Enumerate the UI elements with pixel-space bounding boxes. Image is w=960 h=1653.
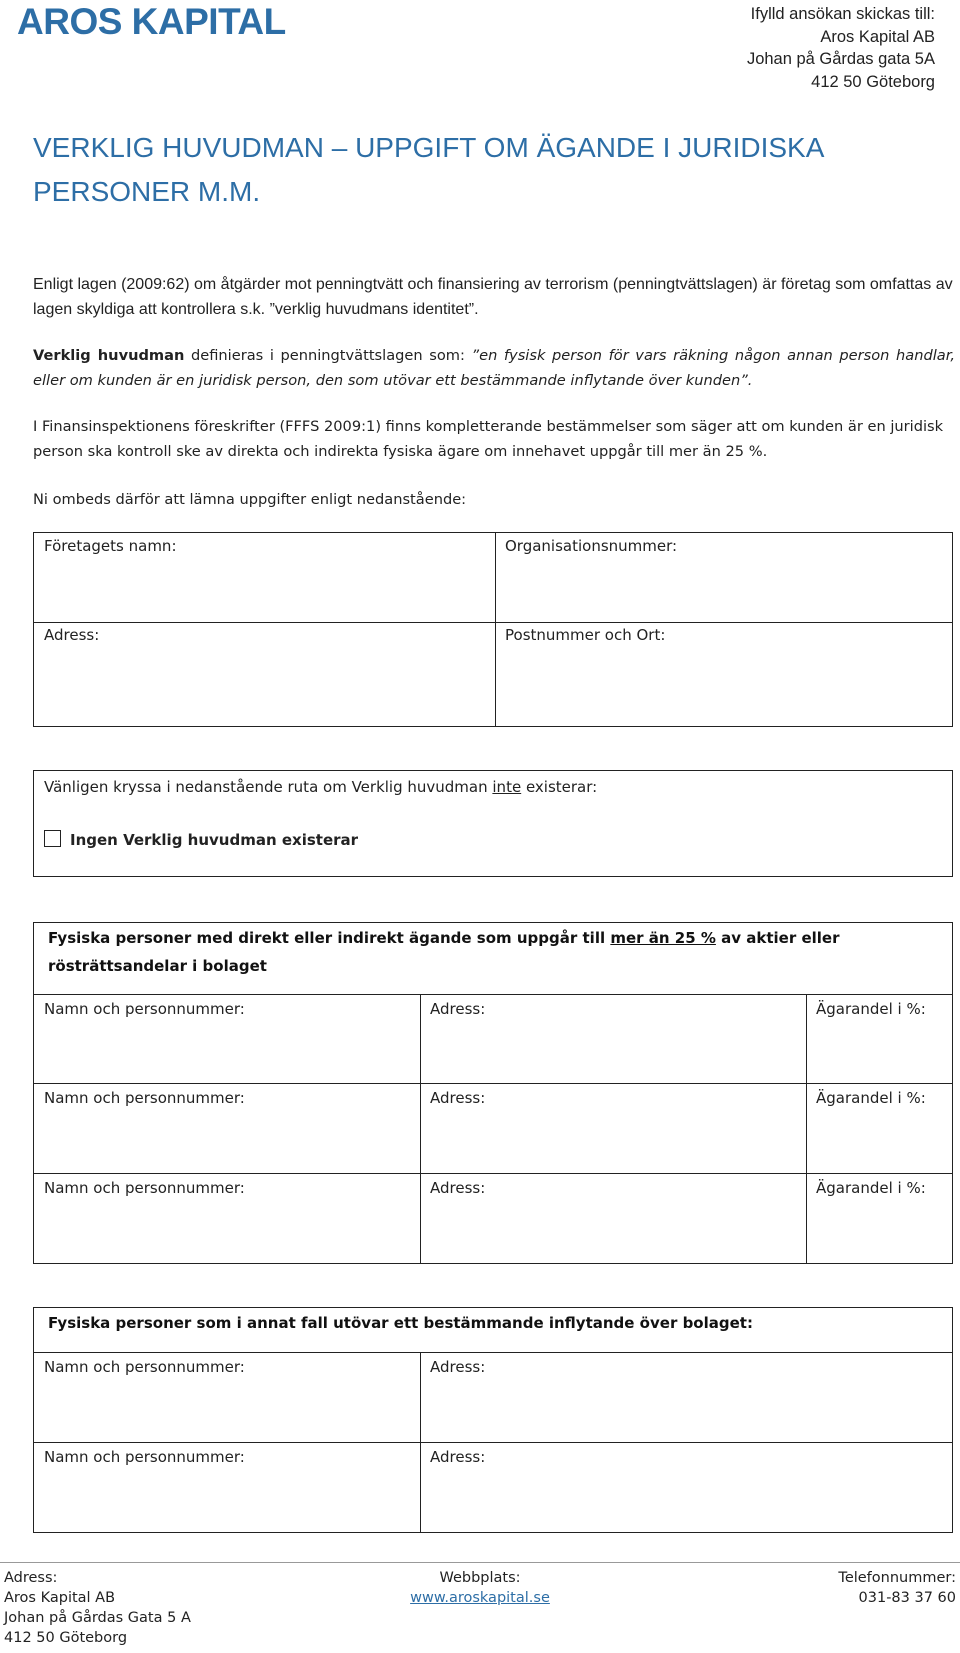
influence-table-header: Fysiska personer som i annat fall utövar ett bestämmande inflytande över bolaget: [48,1314,753,1332]
regulation-paragraph: I Finansinspektionens föreskrifter (FFFS 2009:1) finns kompletterande bestämmelser som säger att om kunden är en juridisk person ska kontroll ske av direkta och indirekta fysiska ägare om innehavet uppgår till mer än 25 %. [33,418,944,460]
influence-address-field[interactable] [420,1442,952,1532]
influence-name-field[interactable] [34,1442,420,1532]
no-owner-prompt-text-end: existerar: [521,778,598,796]
company-logo: AROS KAPITAL [17,1,286,42]
postal-field[interactable] [495,622,952,726]
page-title: VERKLIG HUVUDMAN – UPPGIFT OM ÄGANDE I JURIDISKA PERSONER M.M. [33,132,823,207]
intro-paragraph: Enligt lagen (2009:62) om åtgärder mot penningtvätt och finansiering av terrorism (penningtvättslagen) är företag som omfattas av lagen skyldiga att kontrollera s.k. ”verklig huvudmans identitet”. [33,276,953,318]
footer-phone-number: 031-83 37 60 [858,1590,956,1606]
footer-web-title: Webbplats: [439,1570,521,1586]
website-link[interactable]: www.aroskapital.se [410,1590,550,1606]
send-to-line: 412 50 Göteborg [811,72,935,91]
postal-label: Postnummer och Ort: [505,626,666,644]
footer-address-line: 412 50 Göteborg [4,1630,128,1646]
footer-divider [0,1562,960,1563]
footer-address-line: Aros Kapital AB [4,1590,116,1606]
footer-address-line: Johan på Gårdas Gata 5 A [4,1610,191,1626]
owners-header-text: Fysiska personer med direkt eller indirekt ägande som uppgår till [48,929,611,947]
owner-share-label: Ägarandel i %: [816,1179,926,1197]
influence-table [33,1307,953,1533]
owner-address-field[interactable] [420,1173,806,1263]
company-name-field[interactable] [34,533,495,622]
company-name-label: Företagets namn: [44,537,177,555]
owner-name-label: Namn och personnummer: [44,1179,245,1197]
owner-share-label: Ägarandel i %: [816,1089,926,1107]
owner-address-label: Adress: [430,1179,486,1197]
owner-name-label: Namn och personnummer: [44,1000,245,1018]
influence-name-label: Namn och personnummer: [44,1358,245,1376]
company-address-field[interactable] [34,622,495,726]
no-owner-prompt [34,775,607,799]
send-to-line: Ifylld ansökan skickas till: [750,5,935,23]
owner-share-label: Ägarandel i %: [816,1000,926,1018]
no-owner-option[interactable] [34,827,368,852]
owner-address-label: Adress: [430,1000,486,1018]
owner-address-field[interactable] [420,994,806,1083]
definition-paragraph [33,343,955,393]
no-owner-checkbox[interactable] [44,830,61,847]
company-info-table [33,532,953,727]
owner-address-label: Adress: [430,1089,486,1107]
owners-header-threshold: mer än 25 % [610,929,716,947]
send-to-line: Johan på Gårdas gata 5A [746,50,935,68]
owners-header-text-end: av aktier eller rösträttsandelar i bolaget [48,929,840,975]
owner-address-field[interactable] [420,1083,806,1173]
influence-name-label: Namn och personnummer: [44,1448,245,1466]
send-to-address [747,3,935,93]
definition-quote: ”en fysisk person för vars räkning någon annan person handlar, eller om kunden är en juridisk person, den som utövar ett bestämmande inflytande över kunden”. [33,347,956,389]
owner-name-field[interactable] [34,1083,420,1173]
footer-phone [838,1568,956,1608]
company-address-label: Adress: [44,626,100,644]
org-number-label: Organisationsnummer: [505,537,678,555]
no-owner-checkbox-label: Ingen Verklig huvudman existerar [70,831,359,849]
footer-address-title: Adress: [4,1570,58,1586]
influence-name-field[interactable] [34,1352,420,1442]
owner-share-field[interactable] [806,1083,952,1173]
request-paragraph: Ni ombeds därför att lämna uppgifter enligt nedanstående: [33,491,467,508]
definition-term: Verklig huvudman [33,347,185,364]
influence-address-label: Adress: [430,1358,486,1376]
influence-address-field[interactable] [420,1352,952,1442]
footer-website [0,1568,960,1608]
owner-share-field[interactable] [806,1173,952,1263]
owner-name-field[interactable] [34,1173,420,1263]
owners-table-header [48,924,928,980]
definition-text: definieras i penningtvättslagen som: [184,347,472,364]
org-number-field[interactable] [495,533,952,622]
owner-name-label: Namn och personnummer: [44,1089,245,1107]
owner-share-field[interactable] [806,994,952,1083]
footer-phone-title: Telefonnummer: [838,1570,956,1586]
send-to-line: Aros Kapital AB [820,27,935,46]
influence-address-label: Adress: [430,1448,486,1466]
no-owner-prompt-text: Vänligen kryssa i nedanstående ruta om Verklig huvudman [44,778,493,796]
no-owner-box [33,770,953,877]
owners-table [33,922,953,1264]
owner-name-field[interactable] [34,994,420,1083]
no-owner-prompt-emphasis: inte [492,778,522,796]
